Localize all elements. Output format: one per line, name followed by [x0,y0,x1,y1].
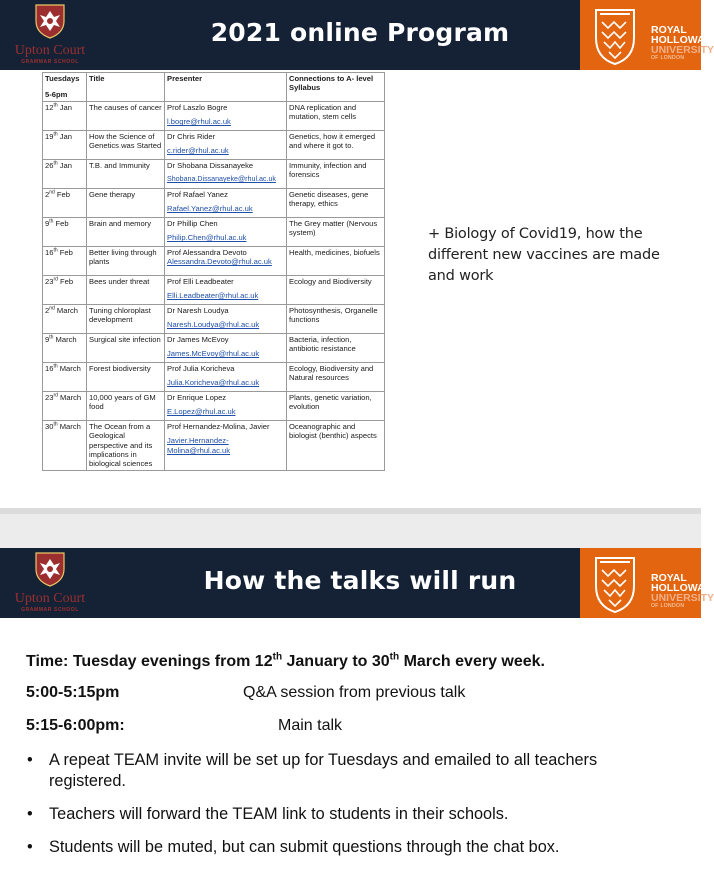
bullet-icon: • [27,838,33,856]
table-row [43,247,385,276]
university-line3: UNIVERSITY [651,44,714,56]
presenter-email-link[interactable]: Elli.Leadbeater@rhul.ac.uk [167,291,259,301]
program-table [42,72,385,471]
row-presenter: Dr Naresh Loudya Naresh.Loudya@rhul.ac.uk [165,305,287,334]
schedule-time: 5:00-5:15pm [26,684,120,701]
table-row [43,334,385,363]
row-presenter: Dr Enrique Lopez E.Lopez@rhul.ac.uk [165,392,287,421]
info-bullet-list [26,750,676,870]
row-syllabus: Health, medicines, biofuels [287,247,385,276]
table-row [43,218,385,247]
row-syllabus: Oceanographic and biologist (benthic) aspects [287,421,385,471]
table-row [43,392,385,421]
row-title: Gene therapy [87,189,165,218]
university-logo [580,0,714,70]
time-heading: Time: Tuesday evenings from 12th January to 30th March every week. [26,651,545,670]
row-presenter: Prof Julia Koricheva Julia.Koricheva@rhul.ac.uk [165,363,287,392]
row-date: 16th Feb [43,247,87,276]
presenter-email-link[interactable]: Rafael.Yanez@rhul.ac.uk [167,204,253,214]
university-line2: HOLLOWAY [651,34,711,46]
slide-how-talks-run [0,548,714,864]
slide-title: 2021 online Program [210,18,510,47]
row-date: 19th Jan [43,131,87,160]
row-presenter: Prof Alessandra Devoto Alessandra.Devoto@rhul.ac.uk [165,247,287,276]
row-date: 9th Feb [43,218,87,247]
table-row [43,421,385,471]
schedule-time: 5:15-6:00pm: [26,717,125,734]
university-line1: ROYAL [651,572,687,584]
presenter-email-link[interactable]: Julia.Koricheva@rhul.ac.uk [167,378,260,388]
table-row [43,189,385,218]
row-presenter: Prof Hernandez-Molina, Javier Javier.Hernandez-Molina@rhul.ac.uk [165,421,287,471]
university-crest-icon [592,4,638,66]
table-row [43,102,385,131]
row-syllabus: Bacteria, infection, antibiotic resistance [287,334,385,363]
row-title: T.B. and Immunity [87,160,165,189]
row-date: 12th Jan [43,102,87,131]
university-line1: ROYAL [651,24,687,36]
row-presenter: Dr Shobana Dissanayeke Shobana.Dissanayeke@rhul.ac.uk [165,160,287,189]
presenter-email-link[interactable]: Naresh.Loudya@rhul.ac.uk [167,320,260,330]
row-presenter: Dr Chris Rider c.rider@rhul.ac.uk [165,131,287,160]
school-name: Upton Court [14,591,86,606]
table-row [43,363,385,392]
row-title: Surgical site infection [87,334,165,363]
school-logo [0,548,100,618]
list-item: • Teachers will forward the TEAM link to students in their schools. [27,805,509,823]
slide-title: How the talks will run [203,566,517,595]
row-syllabus: Genetics, how it emerged and where it got to. [287,131,385,160]
school-subtitle: GRAMMAR SCHOOL [21,607,79,613]
row-title: Tuning chloroplast development [87,305,165,334]
presenter-email-link[interactable]: Alessandra.Devoto@rhul.ac.uk [167,257,272,267]
row-presenter: Dr James McEvoy James.McEvoy@rhul.ac.uk [165,334,287,363]
row-date: 2nd March [43,305,87,334]
slide-header [0,548,714,618]
row-presenter: Prof Elli Leadbeater Elli.Leadbeater@rhul.ac.uk [165,276,287,305]
covid-note: + Biology of Covid19, how the different new vaccines are made and work [428,226,660,284]
university-wordmark [651,25,714,62]
header-date: Tuesdays 5-6pm [43,73,87,102]
presenter-email-link[interactable]: Shobana.Dissanayeke@rhul.ac.uk [167,175,276,184]
row-title: The Ocean from a Geological perspective and its implications in biological sciences [87,421,165,471]
slide-body [0,618,701,864]
university-line2: HOLLOWAY [651,582,711,594]
presenter-email-link[interactable]: E.Lopez@rhul.ac.uk [167,407,236,417]
presenter-email-link[interactable]: Philip.Chen@rhul.ac.uk [167,233,247,243]
header-presenter: Presenter [165,73,287,102]
row-presenter: Dr Phillip Chen Philip.Chen@rhul.ac.uk [165,218,287,247]
row-title: How the Science of Genetics was Started [87,131,165,160]
bullet-icon: • [27,751,33,769]
school-logo [0,0,100,70]
row-title: Better living through plants [87,247,165,276]
slide-header [0,0,714,70]
row-title: Brain and memory [87,218,165,247]
row-date: 23rd Feb [43,276,87,305]
table-row [43,131,385,160]
row-presenter: Prof Laszlo Bogre l.bogre@rhul.ac.uk [165,102,287,131]
row-syllabus: Immunity, infection and forensics [287,160,385,189]
row-date: 23rd March [43,392,87,421]
university-line4: OF LONDON [651,603,685,609]
list-item: • Students will be muted, but can submit questions through the chat box. [27,838,560,856]
row-syllabus: Photosynthesis, Organelle functions [287,305,385,334]
university-line4: OF LONDON [651,55,685,61]
school-subtitle: GRAMMAR SCHOOL [21,59,79,65]
table-header-row [43,73,385,102]
row-date: 2nd Feb [43,189,87,218]
row-syllabus: Genetic diseases, gene therapy, ethics [287,189,385,218]
table-row [43,305,385,334]
row-title: The causes of cancer [87,102,165,131]
row-date: 16th March [43,363,87,392]
table-row [43,160,385,189]
row-syllabus: The Grey matter (Nervous system) [287,218,385,247]
row-date: 9th March [43,334,87,363]
separator-line [0,508,701,514]
header-title: Title [87,73,165,102]
list-item: • A repeat TEAM invite will be set up for Tuesdays and emailed to all teachers registered. [27,751,598,790]
row-title: Bees under threat [87,276,165,305]
schedule-description: Q&A session from previous talk [243,684,466,701]
university-logo [580,548,714,618]
university-crest-icon [592,552,638,614]
school-crest-icon [34,3,66,39]
university-line3: UNIVERSITY [651,592,714,604]
row-date: 26th Jan [43,160,87,189]
university-wordmark [651,573,714,610]
row-syllabus: Ecology, Biodiversity and Natural resources [287,363,385,392]
row-syllabus: DNA replication and mutation, stem cells [287,102,385,131]
header-syllabus: Connections to A- level Syllabus [287,73,385,102]
school-crest-icon [34,551,66,587]
table-row [43,276,385,305]
schedule-description: Main talk [278,717,343,734]
presenter-email-link[interactable]: James.McEvoy@rhul.ac.uk [167,349,260,359]
bullet-icon: • [27,805,33,823]
row-date: 30th March [43,421,87,471]
presenter-email-link[interactable]: l.bogre@rhul.ac.uk [167,117,231,127]
row-title: Forest biodiversity [87,363,165,392]
row-title: 10,000 years of GM food [87,392,165,421]
presenter-email-link[interactable]: c.rider@rhul.ac.uk [167,146,229,156]
school-name: Upton Court [14,43,86,58]
row-syllabus: Plants, genetic variation, evolution [287,392,385,421]
row-presenter: Prof Rafael Yanez Rafael.Yanez@rhul.ac.uk [165,189,287,218]
slide-separator [0,508,701,548]
row-syllabus: Ecology and Biodiversity [287,276,385,305]
presenter-email-link[interactable]: Javier.Hernandez-Molina@rhul.ac.uk [167,436,231,455]
